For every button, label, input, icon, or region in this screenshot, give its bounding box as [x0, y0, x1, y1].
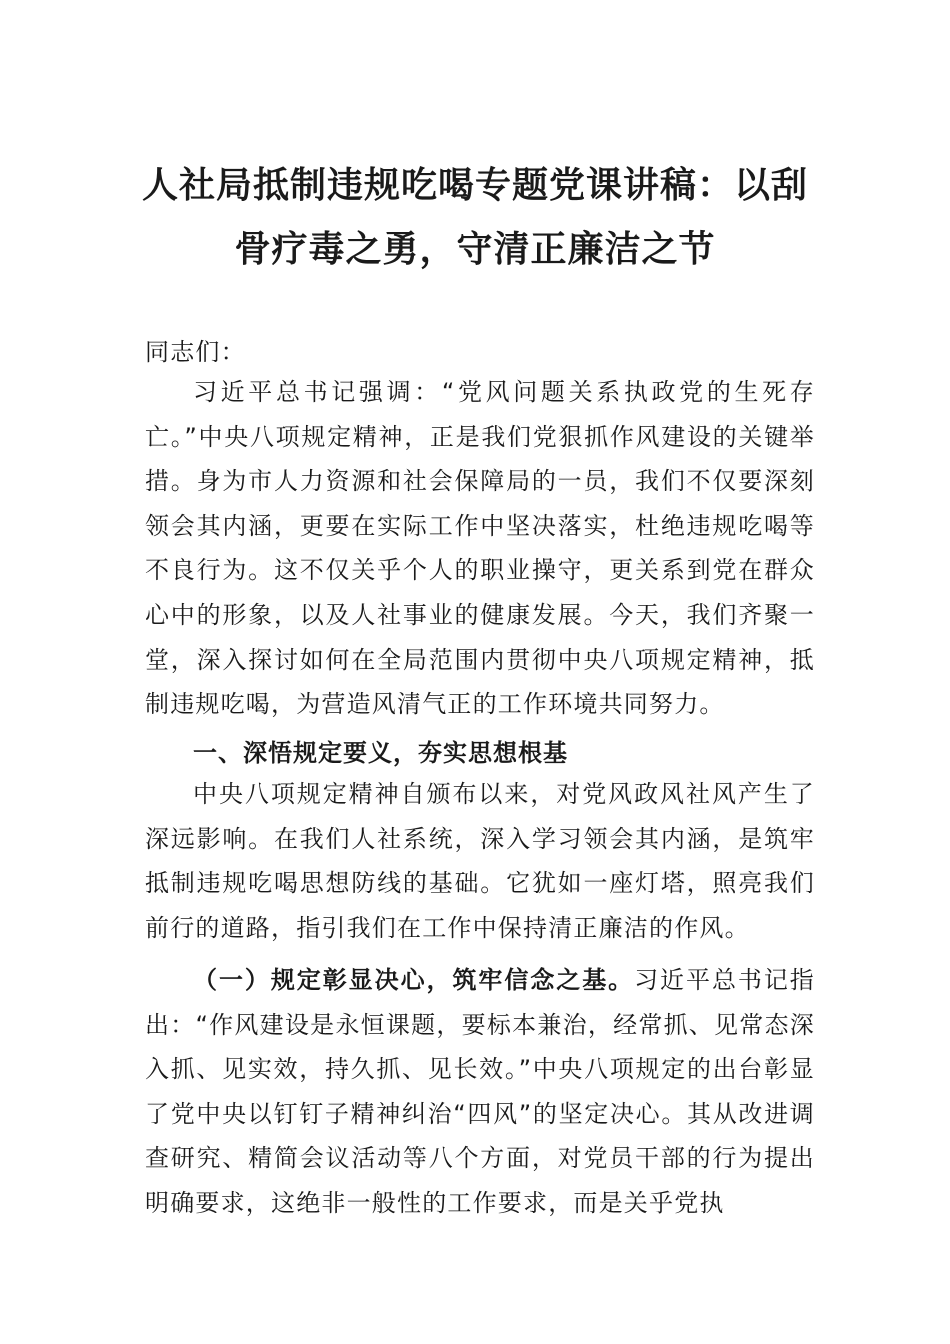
- intro-paragraph: 习近平总书记强调：“党风问题关系执政党的生死存亡。”中央八项规定精神，正是我们党狠抓作风建设的关键举措。身为市人力资源和社会保障局的一员，我们不仅要深刻领会其内涵，更要在实际工作中坚决落实，杜绝违规吃喝等不良行为。这不仅关乎个人的职业操守，更关系到党在群众心中的形象，以及人社事业的健康发展。今天，我们齐聚一堂，深入探讨如何在全局范围内贯彻中央八项规定精神，抵制违规吃喝，为营造风清气正的工作环境共同努力。: [145, 378, 815, 719]
- subsection-1-paragraph: [145, 958, 815, 1226]
- subsection-1-body: 习近平总书记指出：“作风建设是永恒课题，要标本兼治，经常抓、见常态深入抓、见实效，持久抓、见长效。”中央八项规定的出台彰显了党中央以钉钉子精神纠治“四风”的坚定决心。其从改进调查研究、精简会议活动等八个方面，对党员干部的行为提出明确要求，这绝非一般性的工作要求，而是关乎党执: [145, 966, 815, 1217]
- subsection-1-lead: （一）规定彰显决心，筑牢信念之基。: [193, 966, 635, 994]
- document-title-line-2: 骨疗毒之勇，守清正廉洁之节: [234, 228, 716, 270]
- salutation: 同志们：: [145, 338, 246, 366]
- section-1-heading: 一、深悟规定要义，夯实思想根基: [193, 739, 568, 767]
- document-title-line-1: 人社局抵制违规吃喝专题党课讲稿：以刮: [141, 164, 808, 206]
- section-1-paragraph: 中央八项规定精神自颁布以来，对党风政风社风产生了深远影响。在我们人社系统，深入学习领会其内涵，是筑牢抵制违规吃喝思想防线的基础。它犹如一座灯塔，照亮我们前行的道路，指引我们在工作中保持清正廉洁的作风。: [145, 780, 815, 942]
